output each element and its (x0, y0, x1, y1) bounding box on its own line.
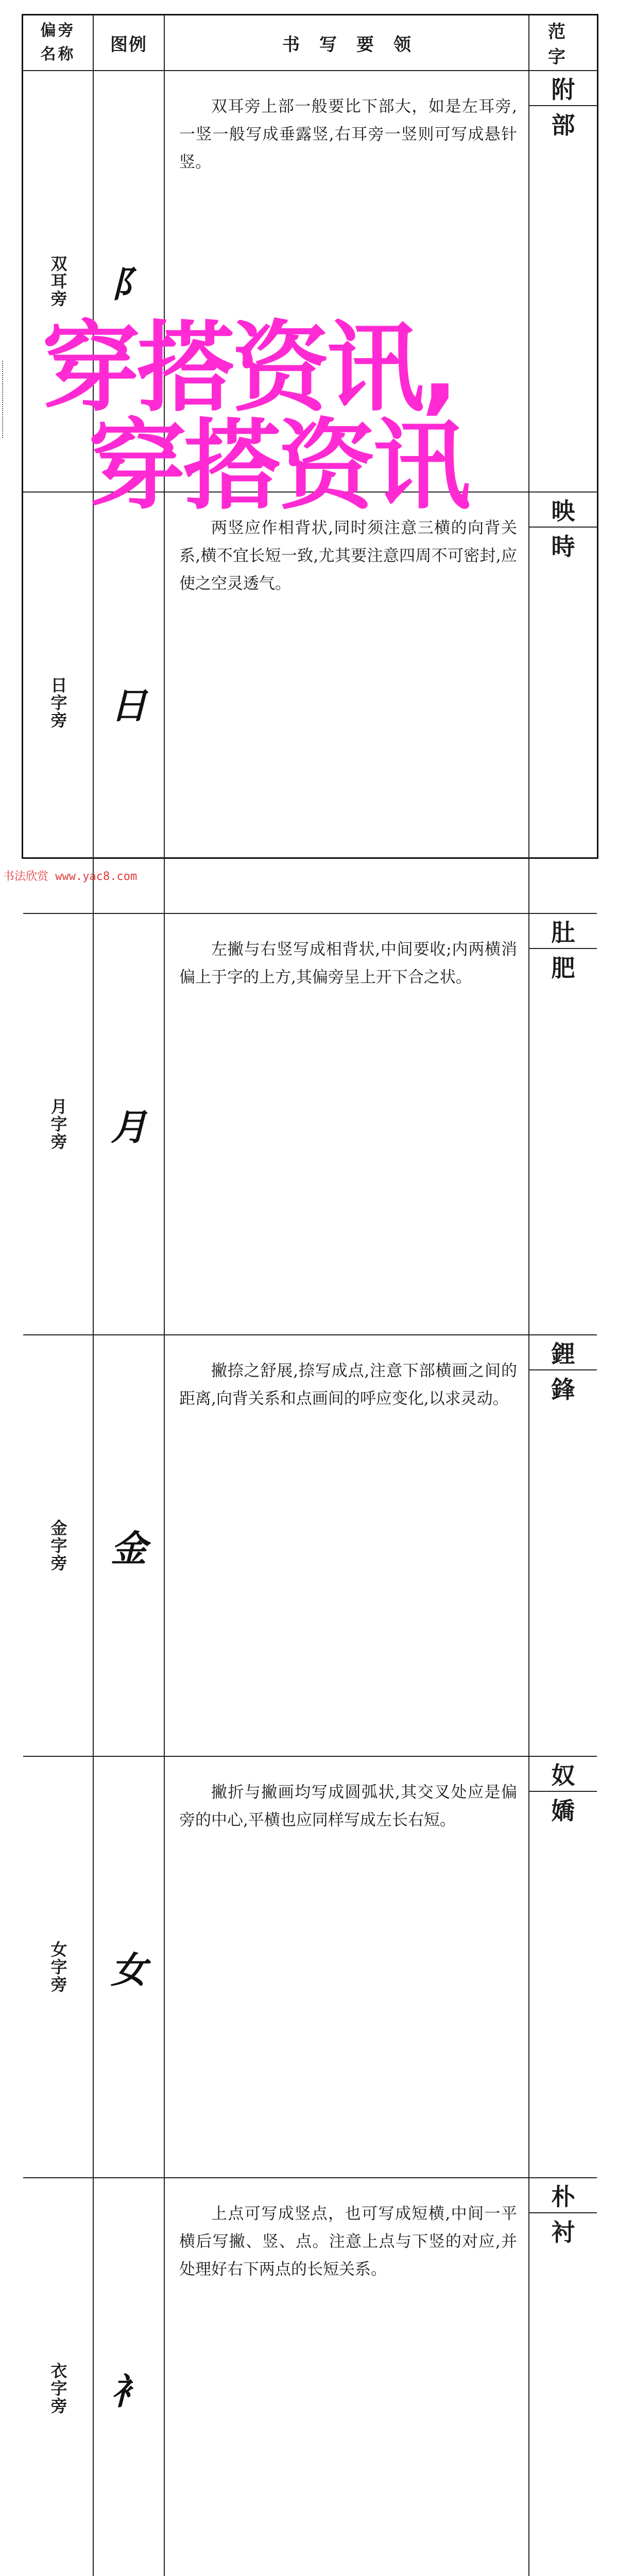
radical-example-glyph: 日 (111, 684, 147, 727)
radical-name: 月字旁 (48, 1098, 68, 1150)
row-guide (165, 493, 529, 914)
row-radical-name (23, 1757, 94, 2178)
radical-example-glyph: 阝 (111, 262, 147, 306)
guide-text: 左撇与右竖写成相背状,中间要收;内两横消偏上于字的上方,其偏旁呈上开下合之状。 (179, 940, 517, 987)
radical-name: 金字旁 (48, 1519, 68, 1572)
guide-text: 上点可写成竖点，也可写成短横,中间一平横后写撇、竖、点。注意上点与下竖的对应,并处理好右下两点的长短关系。 (179, 2205, 517, 2279)
row-guide (165, 2178, 529, 2576)
row-radical-name (23, 1335, 94, 1757)
row-radical-name (23, 2178, 94, 2576)
radical-name: 日字旁 (48, 676, 68, 729)
row-example (94, 1757, 165, 2178)
row-example (94, 914, 165, 1335)
row-guide (165, 71, 529, 493)
watermark-line-1: 穿搭资讯, (42, 311, 456, 425)
sample-char: 衬 (551, 2218, 575, 2246)
row-samples (529, 71, 597, 493)
radical-example-glyph: 金 (111, 1527, 147, 1570)
guide-text: 双耳旁上部一般要比下部大，如是左耳旁,一竖一般写成垂露竖,右耳旁一竖则可写成悬针竖。 (179, 97, 517, 172)
sample-char: 附 (529, 71, 597, 106)
row-samples (529, 1335, 597, 1757)
header-example-text: 图例 (110, 34, 147, 55)
site-credit: 书法欣赏 www.yac8.com (3, 870, 138, 883)
row-samples (529, 493, 597, 914)
header-writing-guide (165, 15, 529, 71)
radical-example-glyph: 衤 (111, 2369, 147, 2413)
watermark-line-2: 穿搭资讯 (89, 409, 468, 523)
guide-text: 撇捺之舒展,捺写成点,注意下部横画之间的距离,向背关系和点画间的呼应变化,以求灵动。 (179, 1362, 517, 1408)
header-sample-chars (529, 15, 597, 71)
row-radical-name (23, 914, 94, 1335)
radical-name: 双耳旁 (48, 255, 68, 308)
margin-marks (2, 361, 8, 438)
row-radical-name (23, 493, 94, 914)
sample-char: 鋒 (551, 1376, 575, 1403)
row-guide (165, 1757, 529, 2178)
row-example (94, 71, 165, 493)
row-samples (529, 2178, 597, 2576)
radical-example-glyph: 月 (111, 1105, 147, 1148)
row-samples (529, 1757, 597, 2178)
row-samples (529, 914, 597, 1335)
guide-text: 两竖应作相背状,同时须注意三横的向背关系,横不宜长短一致,尤其要注意四周不可密封,应使之空灵透气。 (179, 519, 517, 593)
header-radical-name (23, 15, 94, 71)
row-radical-name (23, 71, 94, 493)
row-example (94, 1335, 165, 1757)
sample-char: 鋰 (529, 1335, 597, 1370)
sample-char: 肚 (529, 914, 597, 949)
guide-text: 撇折与撇画均写成圆弧状,其交叉处应是偏旁的中心,平横也应同样写成左长右短。 (179, 1783, 517, 1829)
header-example (94, 15, 165, 71)
row-guide (165, 914, 529, 1335)
row-example (94, 2178, 165, 2576)
radical-name: 女字旁 (48, 1941, 68, 1993)
sample-char: 朴 (529, 2178, 597, 2213)
sample-char: 映 (529, 493, 597, 528)
sample-char: 時 (551, 533, 575, 561)
sample-char: 嬌 (551, 1797, 575, 1825)
row-example (94, 493, 165, 914)
radical-name: 衣字旁 (48, 2362, 68, 2415)
radical-example-glyph: 女 (111, 1948, 147, 1991)
sample-char: 肥 (551, 954, 575, 982)
row-guide (165, 1335, 529, 1757)
sample-char: 部 (551, 111, 575, 139)
sample-char: 奴 (529, 1757, 597, 1792)
header-writing-guide-text: 书写要领 (282, 34, 431, 55)
header-sample-chars-text: 范字 (548, 22, 584, 67)
header-radical-name-text: 偏旁名称 (40, 22, 76, 63)
